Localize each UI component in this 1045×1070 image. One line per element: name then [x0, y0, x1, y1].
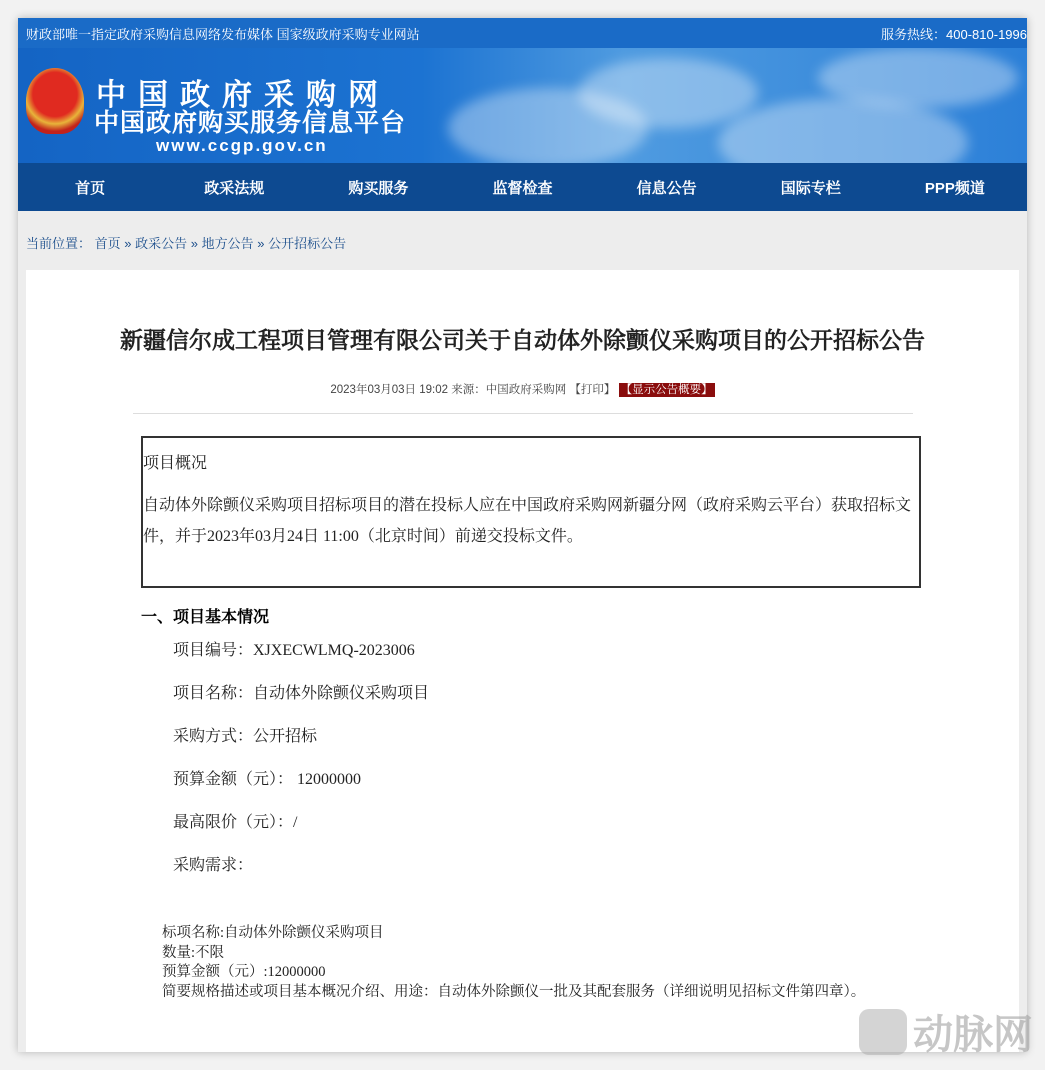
nav-regulations[interactable]: 政采法规: [204, 179, 265, 197]
slogan: 财政部唯一指定政府采购信息网络发布媒体 国家级政府采购专业网站: [26, 26, 420, 42]
nav-supervision[interactable]: 监督检查: [492, 179, 553, 197]
breadcrumb: [18, 211, 1027, 271]
project-name: 项目名称：自动体外除颤仪采购项目: [173, 685, 430, 702]
lot-description: 简要规格描述或项目基本概况介绍、用途：自动体外除颤仪一批及其配套服务（详细说明见招标文件第四章）。: [162, 983, 866, 1000]
lot-quantity: 数量:不限: [162, 944, 225, 961]
national-emblem-icon: [26, 68, 84, 134]
lot-details: [150, 924, 920, 1002]
main-nav: [18, 163, 1027, 211]
watermark: [859, 1003, 1033, 1060]
divider: [133, 413, 913, 414]
publish-date: 2023年03月03日 19:02: [330, 384, 449, 396]
nav-home[interactable]: 首页: [75, 179, 106, 197]
article: [26, 270, 1019, 1052]
print-link[interactable]: 【打印】: [569, 384, 616, 396]
breadcrumb-announcements[interactable]: 政采公告: [135, 236, 188, 251]
basic-info: [173, 637, 1019, 895]
source: 来源：中国政府采购网: [451, 384, 567, 396]
watermark-logo-icon: [859, 1009, 907, 1055]
budget: 预算金额（元）： 12000000: [173, 771, 362, 788]
project-number: 项目编号：XJXECWLMQ-2023006: [173, 642, 415, 659]
breadcrumb-sep: »: [257, 236, 265, 251]
top-bar: [18, 18, 1027, 48]
overview-title: 项目概况: [143, 455, 208, 472]
section-heading: 一、项目基本情况: [141, 609, 270, 626]
overview-box: [141, 436, 921, 588]
breadcrumb-local[interactable]: 地方公告: [201, 236, 254, 251]
breadcrumb-sep: »: [124, 236, 132, 251]
hotline: 服务热线：400-810-1996: [881, 26, 1027, 42]
watermark-text: 动脉网: [913, 1013, 1033, 1057]
breadcrumb-label: 当前位置：: [26, 236, 92, 251]
breadcrumb-home[interactable]: 首页: [94, 236, 121, 251]
site-logo-subtitle: 中国政府购买服务信息平台: [94, 109, 407, 137]
nav-ppp[interactable]: PPP频道: [924, 179, 985, 197]
nav-international[interactable]: 国际专栏: [780, 179, 841, 197]
article-title: 新疆信尔成工程项目管理有限公司关于自动体外除颤仪采购项目的公开招标公告: [120, 327, 925, 353]
nav-purchase-services[interactable]: 购买服务: [348, 179, 409, 197]
site-url: www.ccgp.gov.cn: [156, 136, 328, 155]
requirements-label: 采购需求：: [173, 857, 254, 874]
max-price: 最高限价（元）：/: [173, 814, 298, 831]
article-meta: [26, 381, 1019, 397]
show-summary-button[interactable]: 【显示公告概要】: [620, 384, 713, 396]
overview-text: 自动体外除颤仪采购项目招标项目的潜在投标人应在中国政府采购网新疆分网（政府采购云平台）获取招标文件，并于2023年03月24日 11:00（北京时间）前递交投标文件。: [143, 497, 912, 545]
breadcrumb-sep: »: [190, 236, 199, 251]
lot-budget: 预算金额（元）:12000000: [162, 964, 326, 980]
breadcrumb-public-tender[interactable]: 公开招标公告: [268, 236, 347, 251]
site-logo-title[interactable]: 中国政府采购网: [96, 79, 390, 112]
banner: [18, 48, 1027, 163]
browser-page: [18, 18, 1027, 1052]
procurement-method: 采购方式：公开招标: [173, 728, 318, 745]
lot-name: 标项名称:自动体外除颤仪采购项目: [162, 925, 384, 941]
nav-announcements[interactable]: 信息公告: [636, 179, 697, 197]
